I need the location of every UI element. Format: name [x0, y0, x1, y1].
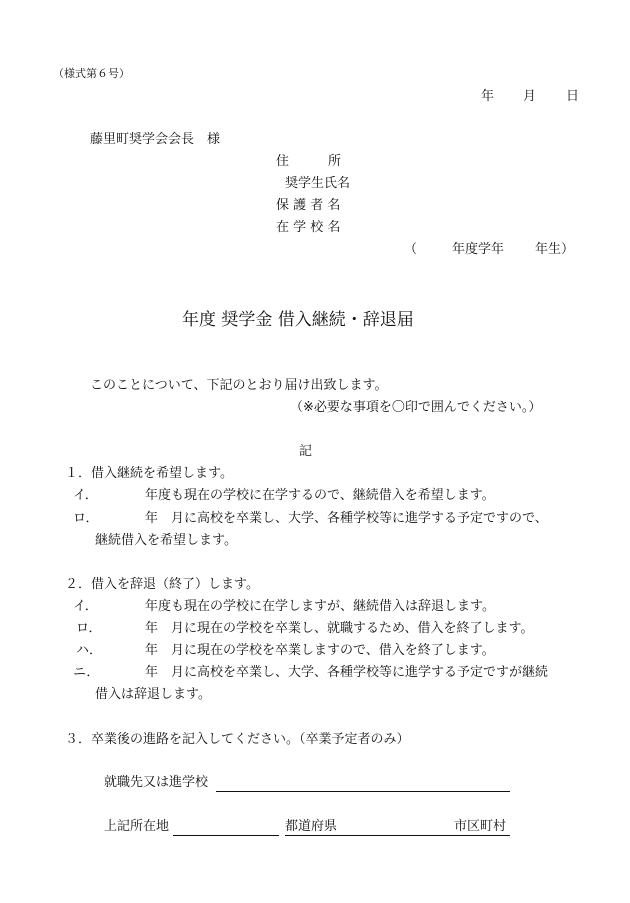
grade-open-paren: （ [404, 242, 418, 257]
grade-close-label: 年生） [535, 242, 575, 257]
date-day-label: 日 [566, 89, 580, 104]
section1-item-text: 年 月に高校を卒業し、大学、各種学校等に進学する予定ですので、 [145, 511, 548, 526]
section1-item-mark: ロ． [73, 511, 99, 526]
instruction-note: （※必要な事項を〇印で囲んでください。） [290, 400, 542, 415]
section2-item-text: 年 月に現在の学校を卒業し、就職するため、借入を終了します。 [145, 621, 534, 636]
document-title: 年度 奨学金 借入継続・辞退届 [182, 310, 414, 330]
section2-item-text: 年度も現在の学校に在学しますが、継続借入は辞退します。 [145, 599, 495, 614]
intro-text: このことについて、下記のとおり届け出致します。 [90, 378, 388, 393]
student-name-label: 奨学生氏名 [285, 176, 351, 191]
prefecture-label: 都道府県 [285, 819, 338, 834]
destination-field[interactable] [216, 791, 510, 792]
section2-item-mark: イ． [73, 599, 98, 614]
section2-item-text: 年 月に高校を卒業し、大学、各種学校等に進学する予定ですが継続 [145, 665, 549, 680]
section2-item-mark: ロ． [76, 621, 102, 636]
guardian-name-label: 保 護 者 名 [276, 198, 341, 213]
section1-item-mark: イ． [73, 488, 98, 503]
date-month-label: 月 [523, 89, 537, 104]
address-label: 住 所 [276, 154, 342, 169]
section1-item-continuation: 継続借入を希望します。 [95, 533, 237, 548]
location-label: 上記所在地 [104, 819, 170, 834]
section2-item-text: 年 月に現在の学校を卒業しますので、借入を終了します。 [145, 643, 495, 658]
school-name-label: 在 学 校 名 [276, 220, 341, 235]
city-label: 市区町村 [454, 819, 507, 834]
ki-heading: 記 [299, 444, 313, 459]
section2-item-mark: ハ． [76, 643, 103, 658]
section3-heading: ３．卒業後の進路を記入してください。（卒業予定者のみ） [65, 732, 410, 747]
location-field-prefix[interactable] [173, 835, 279, 836]
location-field[interactable] [285, 835, 510, 836]
section1-heading: １．借入継続を希望します。 [65, 466, 233, 481]
addressee: 藤里町奨学会会長 様 [90, 132, 221, 147]
grade-year-label: 年度学年 [452, 242, 505, 257]
section2-item-mark: ニ． [73, 665, 100, 680]
section2-heading: ２．借入を辞退（終了）します。 [65, 577, 259, 592]
date-year-label: 年 [481, 89, 495, 104]
destination-label: 就職先又は進学校 [104, 775, 209, 790]
section1-item-text: 年度も現在の学校に在学するので、継続借入を希望します。 [145, 488, 495, 503]
section2-item-continuation: 借入は辞退します。 [95, 687, 211, 702]
form-number: （様式第６号） [53, 67, 130, 80]
